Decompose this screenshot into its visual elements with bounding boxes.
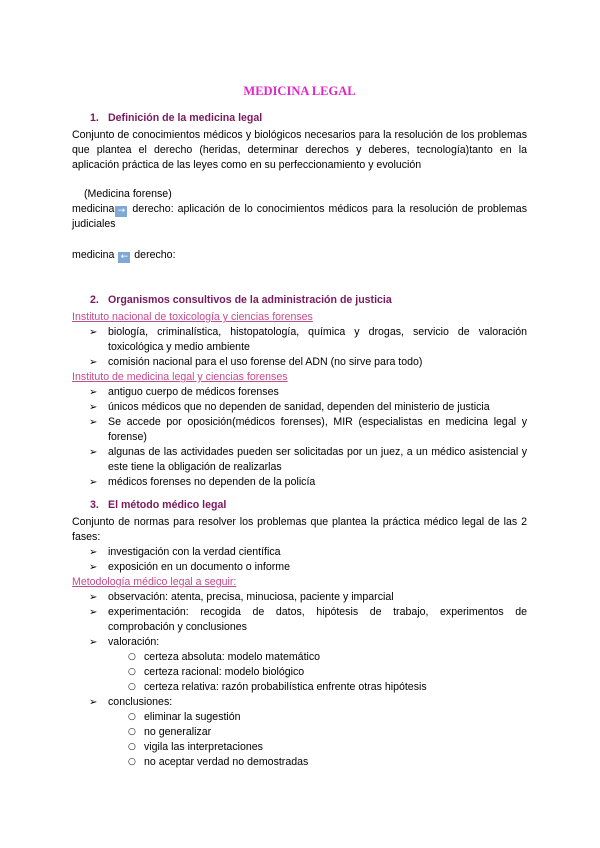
sub-list [72,650,527,695]
list-item: ➢ exposición en un documento o informe [72,560,527,575]
sub-list-item: ○ eliminar la sugestión [72,710,527,725]
list-item-valoracion [72,635,527,650]
list-item: ➢ investigación con la verdad científica [72,545,527,560]
page-title: MEDICINA LEGAL [243,84,356,98]
text: derecho: aplicación de lo conocimientos médicos para la resolución de problemas judiciales [72,203,527,230]
list-item: ➢ únicos médicos que no dependen de sanidad, dependen del ministerio de justicia [72,400,527,415]
text: medicina [72,203,115,215]
text: derecho: [131,249,176,261]
section-2-heading [72,293,527,308]
section-title: El método médico legal [108,499,227,511]
list-item: ➢ antiguo cuerpo de médicos forenses [72,385,527,400]
section-number: 2. [90,294,99,306]
section-number: 3. [90,499,99,511]
sub-list [72,710,527,770]
list-item: ➢ Se accede por oposición(médicos forenses), MIR (especialistas en medicina legal y forense) [72,415,527,445]
section-number: 1. [90,112,99,124]
section-1-heading [72,111,527,126]
sub-list-item: ○ no aceptar verdad no demostradas [72,755,527,770]
section-3-text: Conjunto de normas para resolver los problemas que plantea la práctica médico legal de las 2 fases: [72,516,527,543]
sub-list-item: ○ certeza absoluta: modelo matemático [72,650,527,665]
list-item: ➢ observación: atenta, precisa, minuciosa, paciente y imparcial [72,590,527,605]
section-3-heading [72,498,527,513]
list-item: ➢ algunas de las actividades pueden ser solicitadas por un juez, a un médico asistencial y este tiene la obligación de realizarlas [72,445,527,475]
text: valoración: [108,636,160,648]
list-item: ➢ biología, criminalística, histopatología, química y drogas, servicio de valoración toxicológica y medio ambiente [72,325,527,355]
subheading-instituto-toxicologia: Instituto nacional de toxicología y ciencias forenses [72,311,313,323]
list-item: ➢ comisión nacional para el uso forense del ADN (no sirve para todo) [72,355,527,370]
subheading-instituto-medicina: Instituto de medicina legal y ciencias forenses [72,371,288,383]
bullet-list [72,325,527,370]
bullet-list [72,545,527,575]
section-1-text: Conjunto de conocimientos médicos y biológicos necesarios para la resolución de los problemas que plantea el derecho (heridas, determinar derechos y deberes, tecnología)tanto en la aplicación práctica de las leyes como en su perfeccionamiento y evolución [72,129,527,171]
left-arrow-icon: ← [118,252,130,263]
forense-label: (Medicina forense) [84,188,172,200]
sub-list-item: ○ no generalizar [72,725,527,740]
bullet-list [72,385,527,490]
subheading-metodologia: Metodología médico legal a seguir: [72,576,237,588]
sub-list-item: ○ certeza relativa: razón probabilística enfrente otras hipótesis [72,680,527,695]
sub-list-item: ○ vigila las interpretaciones [72,740,527,755]
section-title: Organismos consultivos de la administración de justicia [108,294,392,306]
document-page [72,84,527,770]
bullet-list [72,695,527,710]
list-item: ➢ médicos forenses no dependen de la policía [72,475,527,490]
sub-list-item: ○ certeza racional: modelo biológico [72,665,527,680]
medicina-derecho-line [72,202,527,232]
section-title: Definición de la medicina legal [108,112,263,124]
right-arrow-icon: → [115,206,127,217]
text: medicina [72,249,118,261]
derecho-medicina-line [72,248,527,263]
list-item: ➢ experimentación: recogida de datos, hipótesis de trabajo, experimentos de comprobación y conclusiones [72,605,527,635]
list-item-conclusiones: ➢ conclusiones: [72,695,527,710]
bullet-list [72,590,527,650]
